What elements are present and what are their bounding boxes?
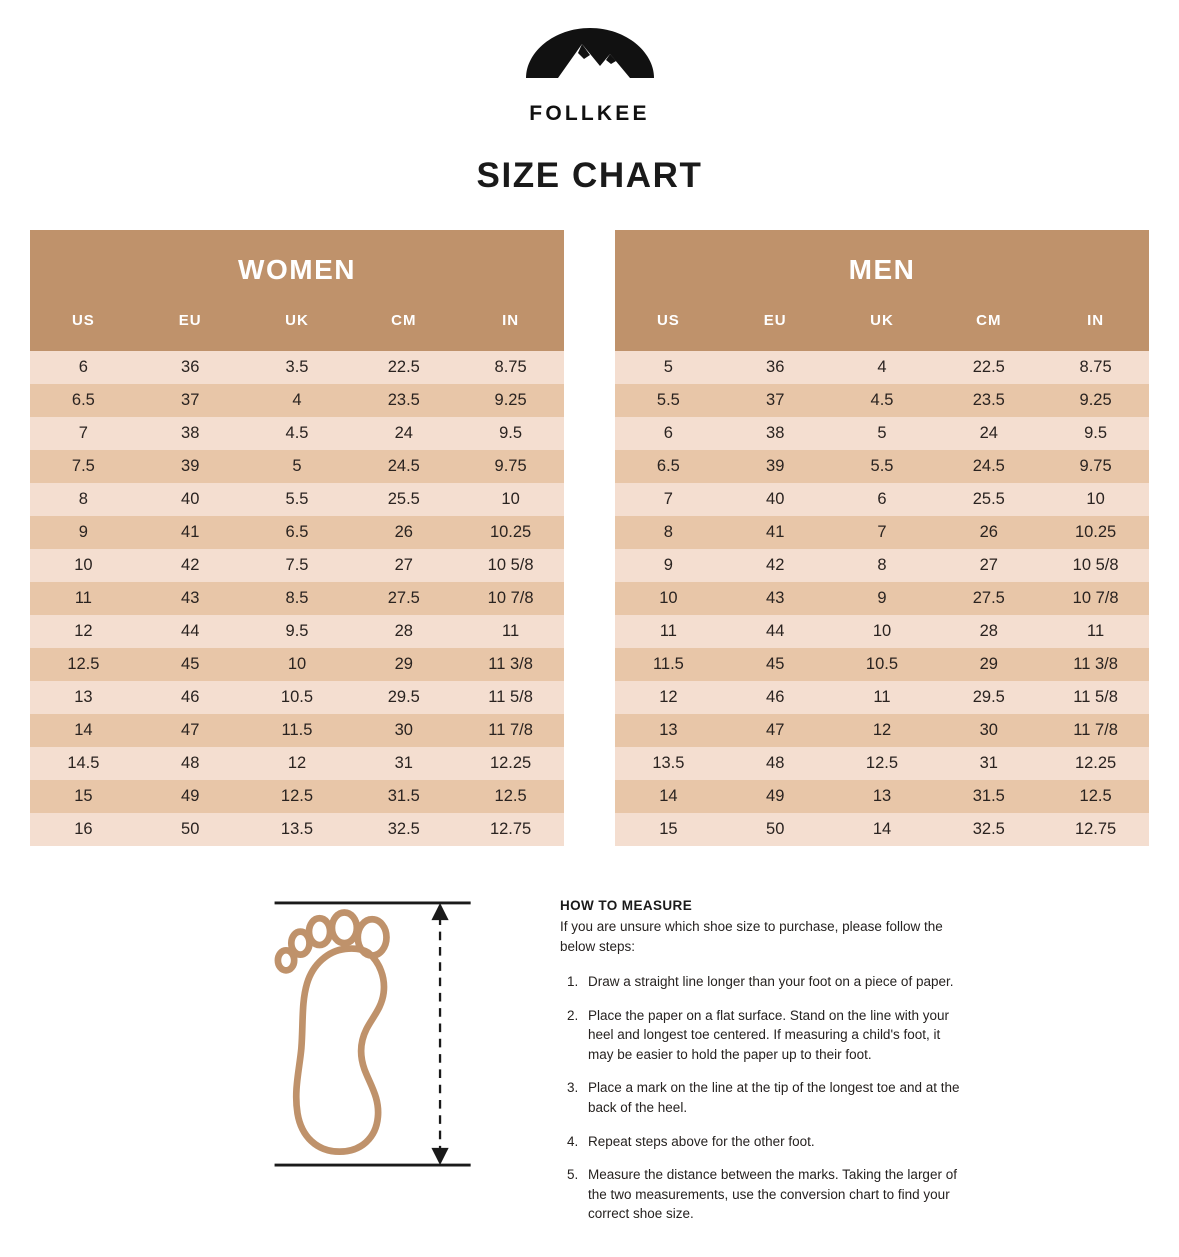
cell-uk: 6 — [829, 483, 936, 516]
mountain-logo-icon — [522, 26, 658, 98]
cell-eu: 50 — [137, 813, 244, 846]
cell-eu: 48 — [137, 747, 244, 780]
footprint-measure-icon — [265, 894, 485, 1174]
cell-eu: 39 — [722, 450, 829, 483]
column-header-cm: CM — [350, 304, 457, 351]
cell-uk: 11.5 — [244, 714, 351, 747]
cell-eu: 40 — [137, 483, 244, 516]
cell-eu: 39 — [137, 450, 244, 483]
cell-us: 5.5 — [615, 384, 722, 417]
column-header-uk: UK — [244, 304, 351, 351]
cell-cm: 28 — [935, 615, 1042, 648]
cell-in: 10 5/8 — [1042, 549, 1149, 582]
cell-in: 10.25 — [1042, 516, 1149, 549]
cell-uk: 14 — [829, 813, 936, 846]
cell-eu: 45 — [722, 648, 829, 681]
cell-cm: 25.5 — [935, 483, 1042, 516]
cell-in: 10 7/8 — [1042, 582, 1149, 615]
cell-cm: 24 — [350, 417, 457, 450]
cell-cm: 23.5 — [350, 384, 457, 417]
table-row — [615, 516, 1149, 549]
men-table-heading: MEN — [615, 230, 1149, 304]
cell-in: 12.75 — [1042, 813, 1149, 846]
cell-us: 13.5 — [615, 747, 722, 780]
cell-us: 12 — [30, 615, 137, 648]
table-row — [615, 813, 1149, 846]
table-row — [615, 351, 1149, 384]
cell-eu: 36 — [137, 351, 244, 384]
cell-cm: 24.5 — [350, 450, 457, 483]
table-header-row — [615, 304, 1149, 351]
men-table-block — [615, 230, 1149, 846]
cell-uk: 9.5 — [244, 615, 351, 648]
table-row — [30, 417, 564, 450]
cell-in: 8.75 — [1042, 351, 1149, 384]
cell-uk: 5 — [244, 450, 351, 483]
cell-eu: 41 — [722, 516, 829, 549]
table-row — [615, 747, 1149, 780]
cell-cm: 32.5 — [350, 813, 457, 846]
cell-uk: 10 — [829, 615, 936, 648]
cell-in: 10.25 — [457, 516, 564, 549]
cell-us: 8 — [615, 516, 722, 549]
cell-us: 11.5 — [615, 648, 722, 681]
cell-cm: 29 — [935, 648, 1042, 681]
cell-cm: 29.5 — [935, 681, 1042, 714]
cell-us: 15 — [615, 813, 722, 846]
cell-uk: 12.5 — [244, 780, 351, 813]
cell-eu: 46 — [722, 681, 829, 714]
table-row — [30, 714, 564, 747]
cell-in: 11 — [1042, 615, 1149, 648]
cell-in: 9.25 — [1042, 384, 1149, 417]
cell-uk: 8.5 — [244, 582, 351, 615]
cell-uk: 4 — [244, 384, 351, 417]
table-row — [615, 384, 1149, 417]
cell-cm: 29 — [350, 648, 457, 681]
women-table-block — [30, 230, 564, 846]
cell-us: 9 — [615, 549, 722, 582]
cell-eu: 38 — [137, 417, 244, 450]
cell-in: 9.25 — [457, 384, 564, 417]
cell-uk: 12 — [829, 714, 936, 747]
list-item: 2. Place the paper on a flat surface. Stand on the line with your heel and longest toe centered. If measuring a child's foot, it may be easier to hold the paper up to their foot. — [582, 1006, 960, 1065]
cell-us: 6 — [30, 351, 137, 384]
cell-eu: 50 — [722, 813, 829, 846]
cell-in: 12.25 — [457, 747, 564, 780]
cell-eu: 44 — [722, 615, 829, 648]
cell-us: 14 — [30, 714, 137, 747]
cell-in: 11 — [457, 615, 564, 648]
cell-eu: 44 — [137, 615, 244, 648]
cell-in: 9.5 — [457, 417, 564, 450]
cell-in: 10 — [457, 483, 564, 516]
cell-cm: 27.5 — [350, 582, 457, 615]
cell-cm: 28 — [350, 615, 457, 648]
cell-in: 10 7/8 — [457, 582, 564, 615]
cell-cm: 30 — [350, 714, 457, 747]
size-tables — [0, 230, 1179, 846]
cell-in: 11 3/8 — [457, 648, 564, 681]
cell-us: 11 — [615, 615, 722, 648]
cell-cm: 30 — [935, 714, 1042, 747]
table-header-row — [30, 304, 564, 351]
brand-name: FOLLKEE — [529, 102, 650, 125]
cell-eu: 38 — [722, 417, 829, 450]
table-row — [30, 747, 564, 780]
cell-cm: 31 — [350, 747, 457, 780]
cell-us: 7 — [30, 417, 137, 450]
cell-in: 11 5/8 — [1042, 681, 1149, 714]
cell-eu: 43 — [722, 582, 829, 615]
cell-eu: 40 — [722, 483, 829, 516]
cell-us: 7.5 — [30, 450, 137, 483]
column-header-in: IN — [1042, 304, 1149, 351]
table-row — [615, 450, 1149, 483]
cell-us: 7 — [615, 483, 722, 516]
cell-us: 16 — [30, 813, 137, 846]
cell-eu: 42 — [722, 549, 829, 582]
cell-us: 8 — [30, 483, 137, 516]
cell-cm: 24.5 — [935, 450, 1042, 483]
cell-in: 12.5 — [1042, 780, 1149, 813]
cell-us: 5 — [615, 351, 722, 384]
cell-uk: 10.5 — [829, 648, 936, 681]
cell-in: 11 3/8 — [1042, 648, 1149, 681]
table-row — [30, 549, 564, 582]
women-size-table — [30, 230, 564, 846]
cell-uk: 4 — [829, 351, 936, 384]
cell-eu: 46 — [137, 681, 244, 714]
table-row — [30, 351, 564, 384]
cell-cm: 27 — [935, 549, 1042, 582]
cell-us: 10 — [30, 549, 137, 582]
cell-eu: 47 — [722, 714, 829, 747]
table-row — [30, 582, 564, 615]
how-to-measure-steps — [560, 972, 960, 1224]
cell-eu: 37 — [722, 384, 829, 417]
women-table-heading: WOMEN — [30, 230, 564, 304]
cell-in: 10 — [1042, 483, 1149, 516]
cell-us: 6 — [615, 417, 722, 450]
cell-cm: 24 — [935, 417, 1042, 450]
cell-uk: 13 — [829, 780, 936, 813]
cell-cm: 26 — [935, 516, 1042, 549]
cell-cm: 23.5 — [935, 384, 1042, 417]
table-row — [615, 483, 1149, 516]
cell-cm: 26 — [350, 516, 457, 549]
table-row — [615, 780, 1149, 813]
cell-cm: 27.5 — [935, 582, 1042, 615]
table-row — [615, 615, 1149, 648]
cell-us: 12.5 — [30, 648, 137, 681]
cell-uk: 7.5 — [244, 549, 351, 582]
cell-uk: 5 — [829, 417, 936, 450]
cell-us: 12 — [615, 681, 722, 714]
how-to-measure — [530, 894, 1149, 1238]
table-row — [30, 384, 564, 417]
cell-uk: 8 — [829, 549, 936, 582]
how-to-measure-intro: If you are unsure which shoe size to purchase, please follow the below steps: — [560, 919, 943, 954]
cell-uk: 12 — [244, 747, 351, 780]
brand-header — [0, 0, 1179, 126]
cell-us: 9 — [30, 516, 137, 549]
cell-uk: 7 — [829, 516, 936, 549]
cell-in: 11 7/8 — [457, 714, 564, 747]
cell-in: 8.75 — [457, 351, 564, 384]
table-row — [30, 516, 564, 549]
cell-uk: 12.5 — [829, 747, 936, 780]
column-header-in: IN — [457, 304, 564, 351]
cell-eu: 36 — [722, 351, 829, 384]
cell-uk: 10 — [244, 648, 351, 681]
cell-cm: 31.5 — [935, 780, 1042, 813]
cell-uk: 10.5 — [244, 681, 351, 714]
cell-us: 6.5 — [30, 384, 137, 417]
cell-in: 9.75 — [457, 450, 564, 483]
cell-uk: 5.5 — [244, 483, 351, 516]
cell-us: 13 — [615, 714, 722, 747]
cell-us: 6.5 — [615, 450, 722, 483]
table-row — [615, 549, 1149, 582]
cell-eu: 47 — [137, 714, 244, 747]
column-header-uk: UK — [829, 304, 936, 351]
list-item: 3. Place a mark on the line at the tip of the longest toe and at the back of the heel. — [582, 1078, 960, 1117]
how-to-measure-heading: HOW TO MEASURE — [560, 898, 693, 913]
cell-uk: 4.5 — [244, 417, 351, 450]
cell-eu: 41 — [137, 516, 244, 549]
cell-eu: 37 — [137, 384, 244, 417]
cell-in: 9.5 — [1042, 417, 1149, 450]
cell-uk: 11 — [829, 681, 936, 714]
table-row — [30, 648, 564, 681]
cell-eu: 49 — [722, 780, 829, 813]
cell-us: 14 — [615, 780, 722, 813]
cell-uk: 5.5 — [829, 450, 936, 483]
cell-cm: 22.5 — [350, 351, 457, 384]
table-row — [30, 450, 564, 483]
list-item: 4. Repeat steps above for the other foot. — [582, 1132, 960, 1152]
cell-us: 11 — [30, 582, 137, 615]
table-row — [30, 483, 564, 516]
cell-in: 12.5 — [457, 780, 564, 813]
men-size-table — [615, 230, 1149, 846]
table-row — [30, 780, 564, 813]
cell-eu: 49 — [137, 780, 244, 813]
column-header-us: US — [30, 304, 137, 351]
cell-cm: 25.5 — [350, 483, 457, 516]
cell-uk: 4.5 — [829, 384, 936, 417]
cell-us: 15 — [30, 780, 137, 813]
foot-diagram-wrap — [30, 894, 530, 1238]
cell-uk: 3.5 — [244, 351, 351, 384]
cell-in: 9.75 — [1042, 450, 1149, 483]
cell-in: 10 5/8 — [457, 549, 564, 582]
cell-us: 10 — [615, 582, 722, 615]
cell-cm: 27 — [350, 549, 457, 582]
cell-eu: 48 — [722, 747, 829, 780]
list-item: 5. Measure the distance between the marks. Taking the larger of the two measurements, use the conversion chart to find your correct shoe size. — [582, 1165, 960, 1224]
cell-in: 11 5/8 — [457, 681, 564, 714]
measure-section — [0, 894, 1179, 1238]
table-row — [30, 681, 564, 714]
column-header-us: US — [615, 304, 722, 351]
table-row — [615, 714, 1149, 747]
table-row — [615, 648, 1149, 681]
cell-in: 12.25 — [1042, 747, 1149, 780]
cell-cm: 22.5 — [935, 351, 1042, 384]
cell-cm: 31.5 — [350, 780, 457, 813]
cell-eu: 45 — [137, 648, 244, 681]
cell-uk: 9 — [829, 582, 936, 615]
cell-eu: 42 — [137, 549, 244, 582]
column-header-eu: EU — [722, 304, 829, 351]
cell-cm: 29.5 — [350, 681, 457, 714]
column-header-cm: CM — [935, 304, 1042, 351]
table-row — [615, 417, 1149, 450]
table-row — [30, 615, 564, 648]
cell-us: 14.5 — [30, 747, 137, 780]
cell-uk: 6.5 — [244, 516, 351, 549]
cell-cm: 31 — [935, 747, 1042, 780]
cell-in: 11 7/8 — [1042, 714, 1149, 747]
cell-in: 12.75 — [457, 813, 564, 846]
column-header-eu: EU — [137, 304, 244, 351]
cell-eu: 43 — [137, 582, 244, 615]
cell-cm: 32.5 — [935, 813, 1042, 846]
page-title: SIZE CHART — [476, 156, 703, 195]
table-row — [615, 582, 1149, 615]
cell-us: 13 — [30, 681, 137, 714]
cell-uk: 13.5 — [244, 813, 351, 846]
list-item: 1. Draw a straight line longer than your foot on a piece of paper. — [582, 972, 960, 992]
table-row — [615, 681, 1149, 714]
table-row — [30, 813, 564, 846]
